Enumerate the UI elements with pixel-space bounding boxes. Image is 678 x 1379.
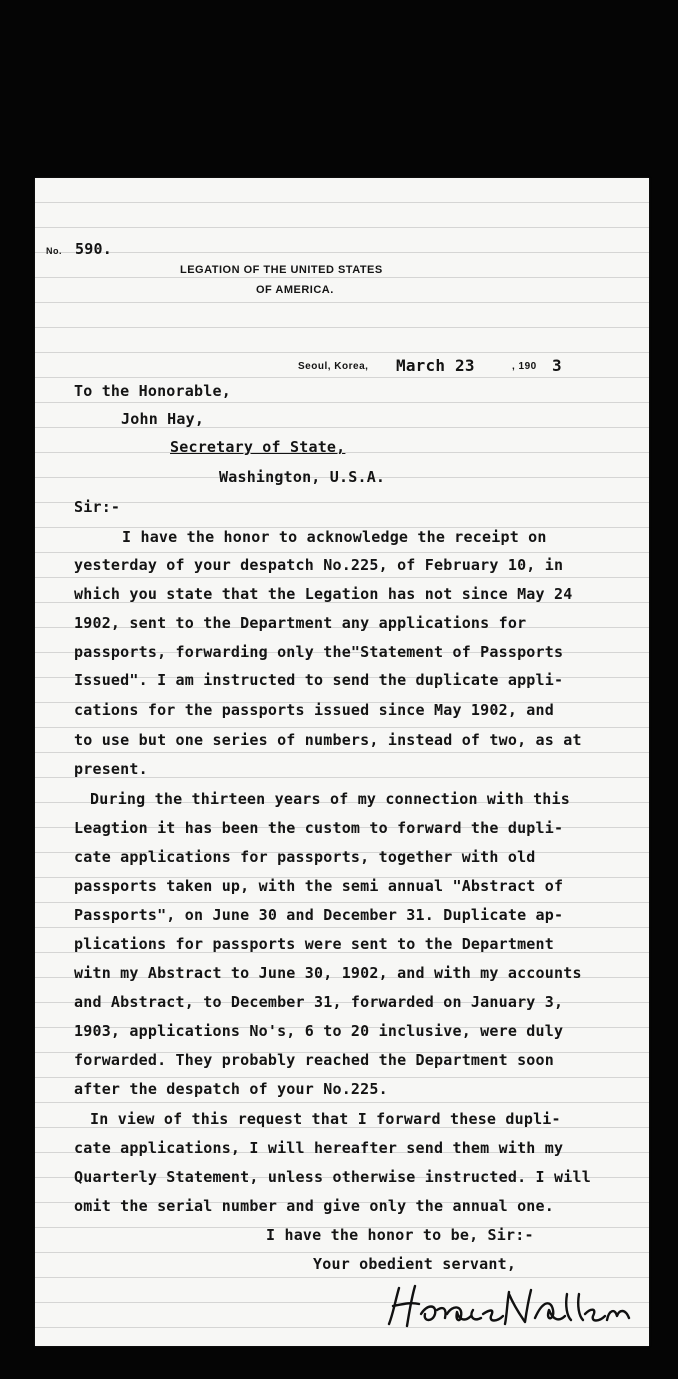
body-line: cations for the passports issued since May 1902, and	[74, 701, 554, 719]
body-line: Issued". I am instructed to send the duplicate appli-	[74, 671, 564, 689]
address-line-1: To the Honorable,	[74, 382, 231, 400]
place: Seoul, Korea,	[298, 361, 369, 372]
closing-line-2: Your obedient servant,	[313, 1255, 517, 1273]
body-line: omit the serial number and give only the annual one.	[74, 1197, 554, 1215]
body-line: In view of this request that I forward these dupli-	[90, 1110, 561, 1128]
body-line: present.	[74, 760, 148, 778]
body-line: and Abstract, to December 31, forwarded on January 3,	[74, 993, 564, 1011]
salutation: Sir:-	[74, 498, 121, 516]
number-prefix: No.	[46, 246, 62, 256]
date-month-day: March 23	[396, 356, 475, 375]
body-line: cate applications, I will hereafter send them with my	[74, 1139, 564, 1157]
address-line-3: Secretary of State,	[170, 438, 346, 456]
body-line: to use but one series of numbers, instead of two, as at	[74, 731, 582, 749]
body-line: yesterday of your despatch No.225, of February 10, in	[74, 556, 564, 574]
date-year-digit: 3	[552, 356, 562, 375]
body-line: Passports", on June 30 and December 31. Duplicate ap-	[74, 906, 564, 924]
date-year-prefix: , 190	[512, 361, 537, 372]
body-line: passports taken up, with the semi annual "Abstract of	[74, 877, 564, 895]
address-line-2: John Hay,	[121, 410, 205, 428]
address-line-4: Washington, U.S.A.	[219, 468, 386, 486]
body-line: plications for passports were sent to the Department	[74, 935, 554, 953]
body-line: passports, forwarding only the"Statement of Passports	[74, 643, 564, 661]
despatch-number: 590.	[75, 240, 112, 258]
body-line: I have the honor to acknowledge the receipt on	[122, 528, 547, 546]
body-line: forwarded. They probably reached the Department soon	[74, 1051, 554, 1069]
closing-line-1: I have the honor to be, Sir:-	[266, 1226, 534, 1244]
letterhead-line-2: OF AMERICA.	[256, 284, 334, 296]
body-line: after the despatch of your No.225.	[74, 1080, 388, 1098]
body-line: During the thirteen years of my connection with this	[90, 790, 570, 808]
body-line: cate applications for passports, together with old	[74, 848, 536, 866]
body-line: 1903, applications No's, 6 to 20 inclusive, were duly	[74, 1022, 564, 1040]
letterhead-line-1: LEGATION OF THE UNITED STATES	[180, 264, 383, 276]
body-line: which you state that the Legation has not since May 24	[74, 585, 573, 603]
signature-image	[385, 1280, 635, 1336]
body-line: Leagtion it has been the custom to forward the dupli-	[74, 819, 564, 837]
body-line: 1902, sent to the Department any applications for	[74, 614, 527, 632]
body-line: witn my Abstract to June 30, 1902, and with my accounts	[74, 964, 582, 982]
body-line: Quarterly Statement, unless otherwise instructed. I will	[74, 1168, 591, 1186]
